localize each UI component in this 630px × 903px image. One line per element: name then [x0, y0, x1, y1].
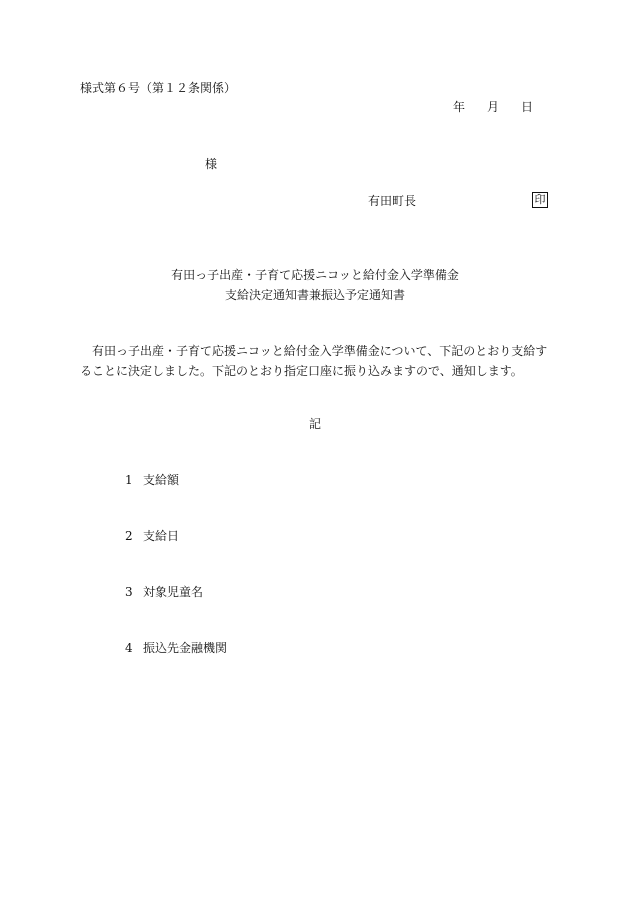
date-year-label: 年 [453, 100, 466, 114]
date-month-label: 月 [487, 100, 500, 114]
ki-heading: 記 [308, 417, 321, 431]
list-item [125, 529, 179, 543]
body-paragraph: 有田っ子出産・子育て応援ニコッと給付金入学準備金について、下記のとおり支給することに決定しました。下記のとおり指定口座に振り込みますので、通知します。 [80, 344, 548, 378]
addressee-suffix: 様 [205, 157, 218, 171]
item-number: 2 [125, 529, 133, 543]
list-item [125, 585, 203, 599]
item-label: 支給額 [143, 473, 180, 487]
document-title-line1: 有田っ子出産・子育て応援ニコッと給付金入学準備金 [171, 268, 459, 282]
item-number: 4 [125, 641, 133, 655]
item-label: 支給日 [143, 529, 180, 543]
issuer-name: 有田町長 [368, 194, 417, 208]
item-label: 振込先金融機関 [143, 641, 228, 655]
seal-mark: 印 [532, 192, 548, 208]
form-number: 様式第６号（第１２条関係） [80, 81, 237, 95]
item-label: 対象児童名 [143, 585, 204, 599]
item-number: 1 [125, 473, 133, 487]
list-item [125, 641, 227, 655]
item-number: 3 [125, 585, 133, 599]
date-line [453, 100, 533, 114]
list-item [125, 473, 179, 487]
document-title-line2: 支給決定通知書兼振込予定通知書 [224, 288, 405, 302]
date-day-label: 日 [521, 100, 534, 114]
